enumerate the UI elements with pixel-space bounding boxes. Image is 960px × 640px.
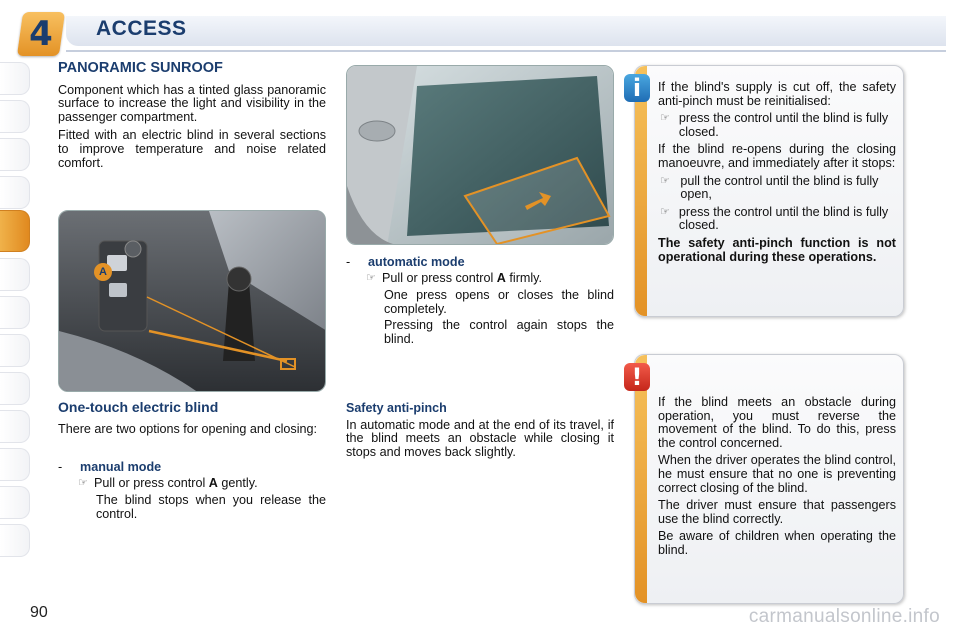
intro-section — [58, 62, 326, 175]
safety-title: Safety anti-pinch — [346, 401, 447, 415]
chapter-tab[interactable] — [0, 486, 30, 519]
control-a-label: A — [94, 263, 112, 281]
chapter-tab[interactable] — [0, 258, 30, 291]
step-detail: Pressing the control again stops the blind. — [384, 318, 614, 346]
box-stripe — [635, 355, 647, 603]
paragraph: When the driver operates the blind control, he must ensure that no one is preventing correct closing of the blind. — [658, 453, 896, 495]
paragraph: If the blind re-opens during the closing manoeuvre, and immediately after it stops: — [658, 142, 896, 170]
paragraph: There are two options for opening and closing: — [58, 421, 318, 436]
chapter-tab[interactable] — [0, 334, 30, 367]
info-content — [658, 81, 896, 268]
dash: - — [58, 460, 63, 475]
info-icon: i — [624, 74, 650, 102]
step — [58, 477, 326, 491]
paragraph: Component which has a tinted glass panoramic surface to increase the light and visibility in the passenger compartment. — [58, 82, 326, 124]
automatic-section — [346, 256, 614, 350]
step-detail: The blind stops when you release the control. — [96, 493, 326, 521]
chapter-tab[interactable] — [0, 100, 30, 133]
bullet-text: press the control until the blind is fully closed. — [678, 111, 889, 139]
step — [346, 272, 614, 286]
chapter-tab[interactable] — [0, 62, 30, 95]
bullet-text: pull the control until the blind is fully open, — [680, 173, 879, 202]
automatic-mode-heading — [346, 256, 614, 270]
warning-icon: ! — [624, 363, 650, 391]
note: The safety anti-pinch function is not operational during these operations. — [658, 235, 896, 264]
header-rule — [66, 50, 946, 52]
chapter-tab[interactable] — [0, 176, 30, 209]
chapter-number: 4 — [29, 14, 53, 54]
sunroof-photo — [346, 65, 614, 245]
pointing-hand-icon: ☞ — [366, 271, 376, 284]
chapter-tab[interactable] — [0, 296, 30, 329]
pointing-hand-icon: ☞ — [660, 205, 670, 218]
control-photo — [58, 210, 326, 392]
chapter-tabs — [0, 62, 34, 577]
chapter-tab[interactable] — [0, 448, 30, 481]
paragraph: Be aware of children when operating the blind. — [658, 529, 896, 557]
bullet — [658, 112, 896, 139]
bullet — [658, 175, 896, 202]
chapter-tab[interactable] — [0, 410, 30, 443]
paragraph: The driver must ensure that passengers use the blind correctly. — [658, 498, 896, 526]
chapter-tab[interactable] — [0, 372, 30, 405]
step-detail: One press opens or closes the blind completely. — [384, 288, 614, 316]
page-title: ACCESS — [96, 17, 187, 40]
chapter-tab-active[interactable] — [0, 210, 30, 252]
paragraph: If the blind meets an obstacle during operation, you must reverse the movement of the blind. To do this, press the control concerned. — [658, 395, 896, 450]
dash: - — [346, 255, 351, 269]
blind-section — [58, 401, 326, 525]
subsection-title: One-touch electric blind — [58, 399, 219, 415]
warning-content — [658, 396, 896, 562]
section-title: PANORAMIC SUNROOF — [58, 60, 223, 76]
pointing-hand-icon: ☞ — [660, 112, 670, 125]
pointing-hand-icon: ☞ — [78, 476, 88, 489]
paragraph: Fitted with an electric blind in several sections to improve temperature and noise related comfort. — [58, 128, 326, 170]
mode-label: automatic mode — [368, 255, 465, 269]
manual-mode-heading — [58, 461, 326, 475]
paragraph: In automatic mode and at the end of its travel, if the blind meets an obstacle while closing it stops and moves back slightly. — [346, 417, 614, 459]
watermark: carmanualsonline.info — [748, 606, 940, 627]
paragraph: If the blind's supply is cut off, the safety anti-pinch must be reinitialised: — [658, 80, 896, 108]
bullet-text: press the control until the blind is fully closed. — [678, 204, 889, 233]
chapter-tab[interactable] — [0, 524, 30, 557]
pointing-hand-icon: ☞ — [660, 174, 670, 187]
safety-section — [346, 402, 614, 464]
chapter-tab[interactable] — [0, 138, 30, 171]
header-bar — [66, 16, 946, 46]
bullet — [658, 206, 896, 233]
mode-label: manual mode — [80, 460, 162, 475]
page-number: 90 — [30, 604, 48, 621]
step-text: Pull or press control A firmly. — [382, 270, 543, 285]
step-text: Pull or press control A gently. — [94, 475, 258, 490]
box-stripe — [635, 66, 647, 316]
